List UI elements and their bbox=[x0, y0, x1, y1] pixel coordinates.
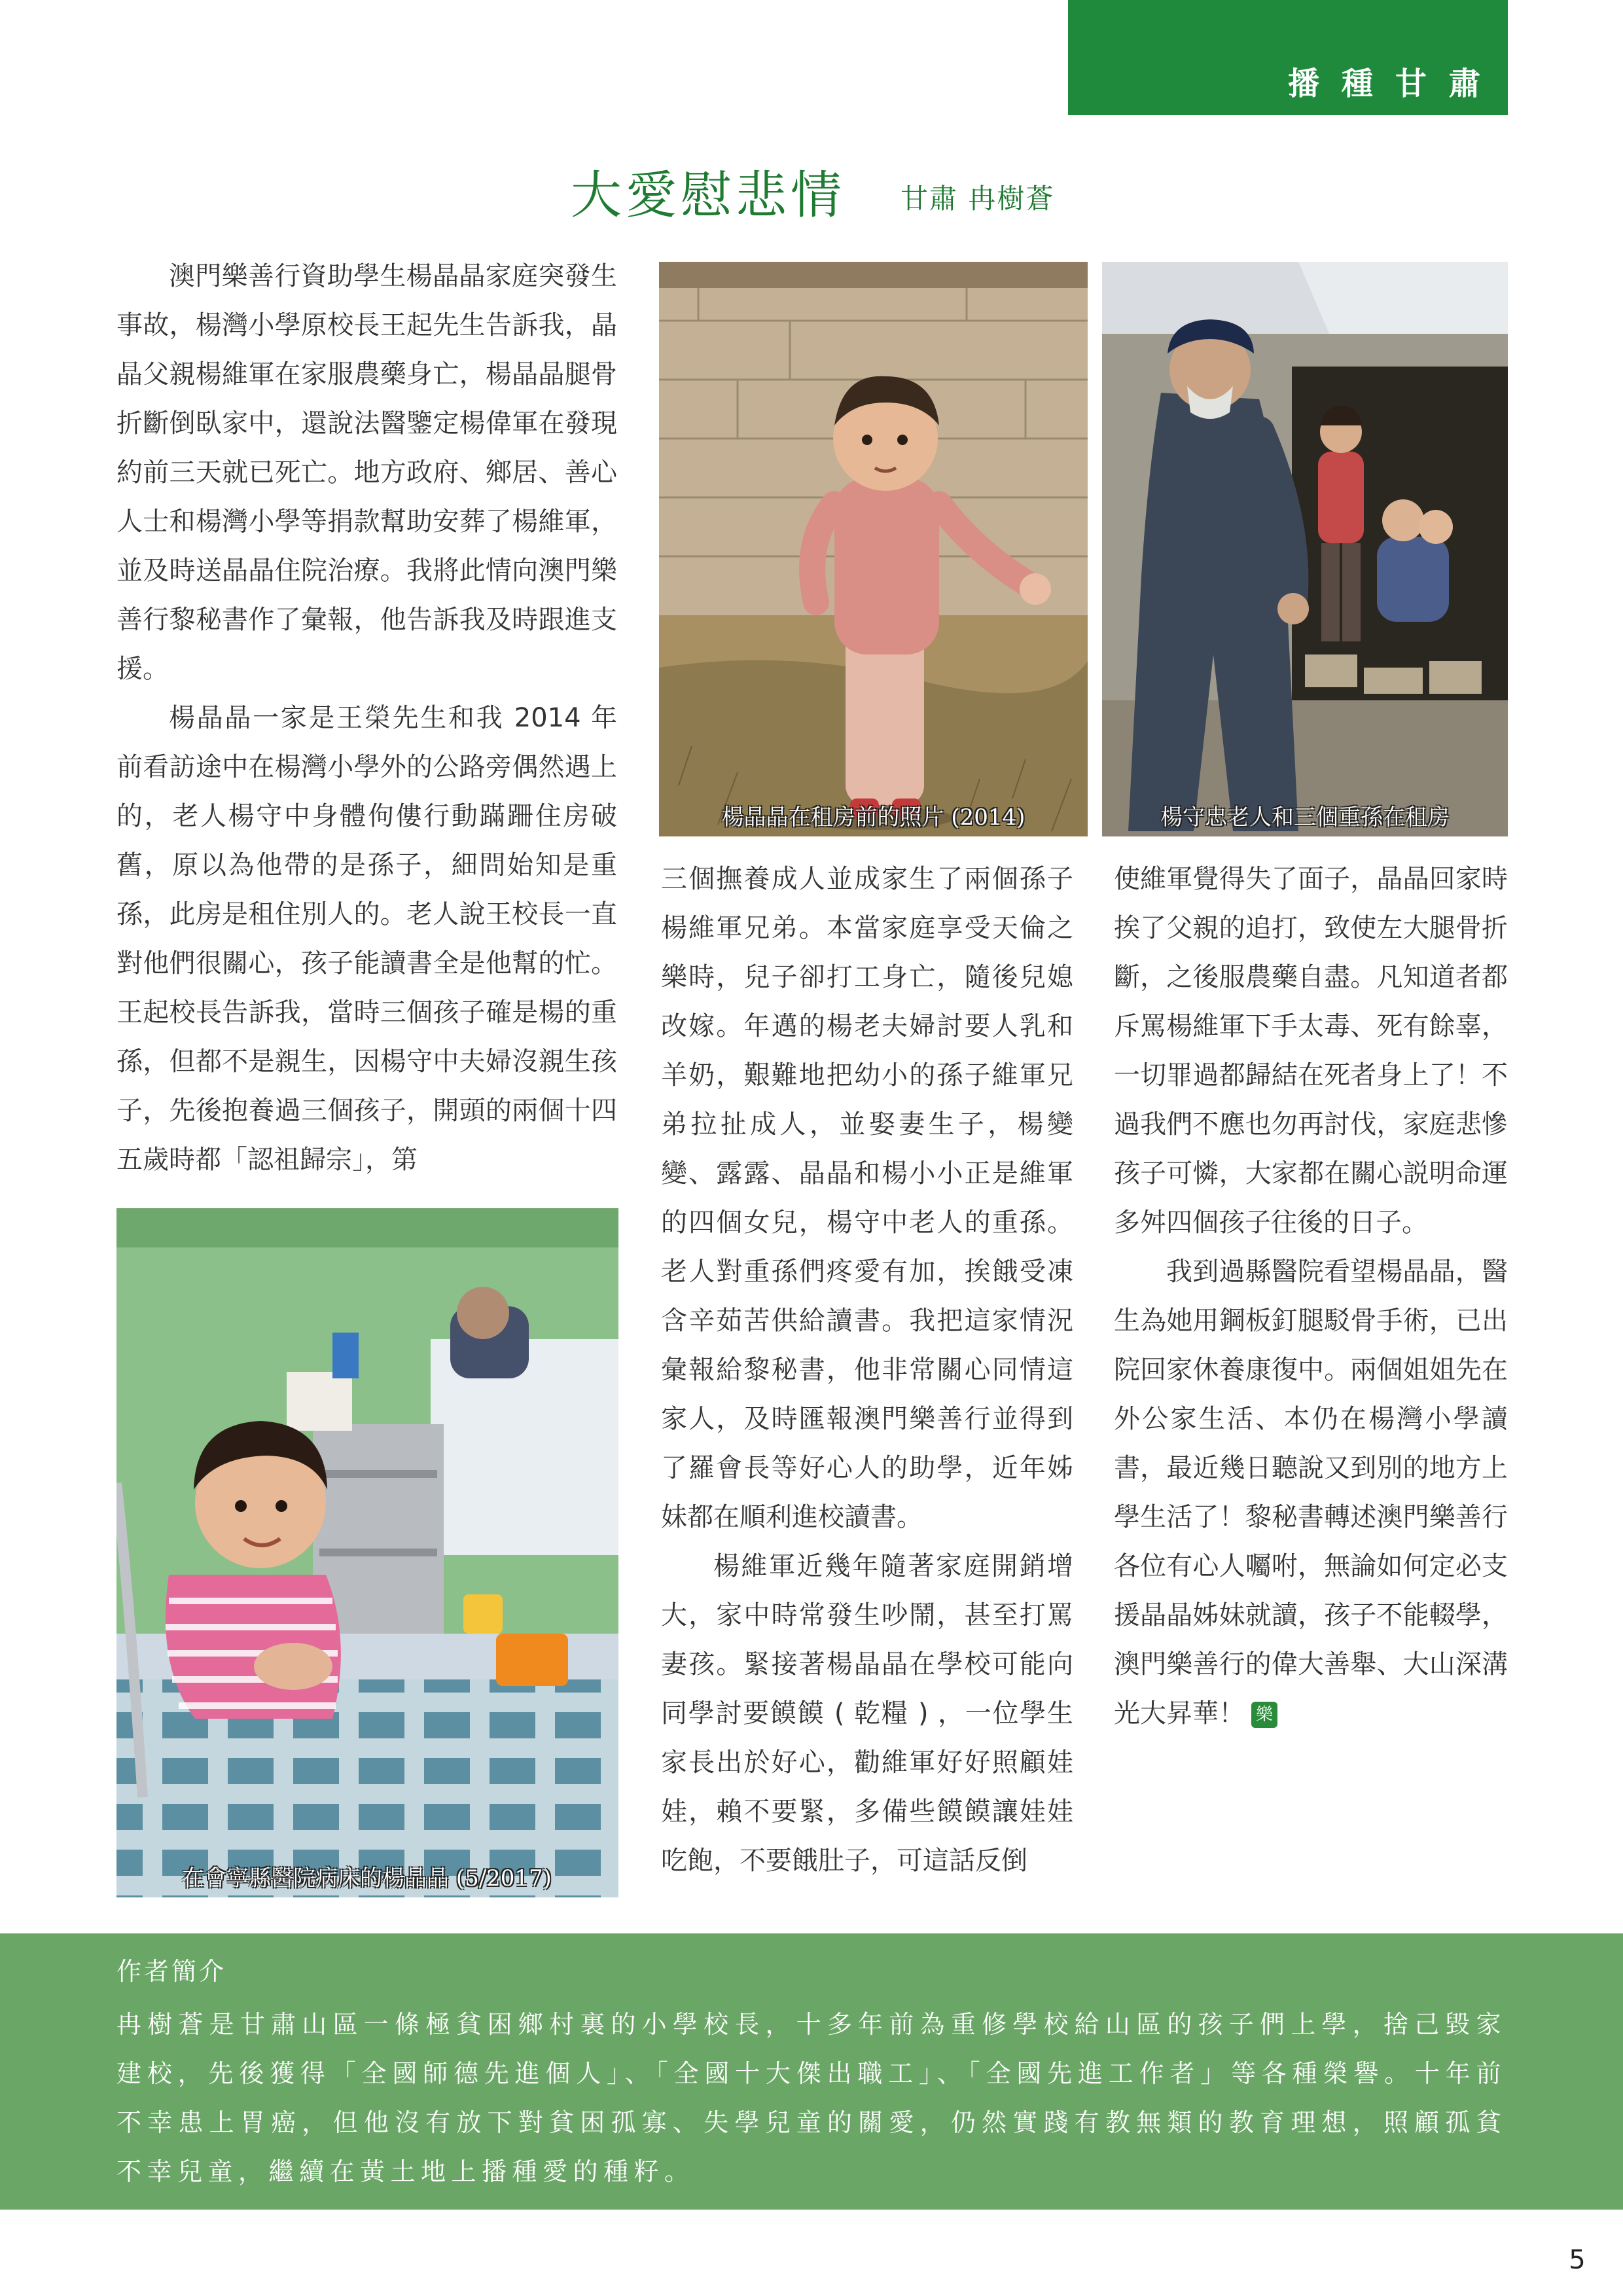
paragraph: 三個撫養成人並成家生了兩個孫子楊維軍兄弟。本當家庭享受天倫之樂時，兒子卻打工身亡，隨後兒媳改嫁。年邁的楊老夫婦討要人乳和羊奶，艱難地把幼小的孫子維軍兄弟拉扯成人，並娶妻生子，楊變變、露露、晶晶和楊小小正是維軍的四個女兒，楊守中老人的重孫。老人對重孫們疼愛有加，挨餓受凍含辛茹苦供給讀書。我把這家情況彙報給黎秘書，他非常關心同情這家人，及時匯報澳門樂善行並得到了羅會長等好心人的助學，近年姊妹都在順利進校讀書。 bbox=[661, 864, 1073, 1532]
photo-child-outside-house bbox=[659, 262, 1088, 836]
photo-caption: 楊守忠老人和三個重孫在租房 bbox=[1160, 804, 1450, 831]
photo-illustration bbox=[659, 262, 1088, 836]
paragraph: 澳門樂善行資助學生楊晶晶家庭突發生事故，楊灣小學原校長王起先生告訴我，晶晶父親楊維軍在家服農藥身亡，楊晶晶腿骨折斷倒臥家中，還說法醫鑒定楊偉軍在發現約前三天就已死亡。地方政府、鄉居、善心人士和楊灣小學等捐款幫助安葬了楊維軍，並及時送晶晶住院治療。我將此情向澳門樂善行黎秘書作了彙報，他告訴我及時跟進支援。 bbox=[116, 261, 617, 684]
paragraph: 楊維軍近幾年隨著家庭開銷增大，家中時常發生吵鬧，甚至打罵妻孩。緊接著楊晶晶在學校可能向同學討要饃饃 ( 乾糧 ) ，一位學生家長出於好心，勸維軍好好照顧娃娃，賴不要緊，多備些饃饃讓娃娃吃飽，不要餓肚子，可這話反倒 bbox=[661, 1551, 1073, 1876]
section-tab bbox=[1068, 0, 1508, 115]
paragraph-text: 我到過縣醫院看望楊晶晶，醫生為她用鋼板釘腿駁骨手術，已出院回家休養康復中。兩個姐姐先在外公家生活、本仍在楊灣小學讀書，最近幾日聽說又到別的地方上學生活了！黎秘書轉述澳門樂善行各位有心人囑咐，無論如何定必支援晶晶姊妹就讀，孩子不能輟學，澳門樂善行的偉大善舉、大山深溝光大昇華！ bbox=[1114, 1257, 1508, 1729]
paragraph: 使維軍覺得失了面子，晶晶回家時挨了父親的追打，致使左大腿骨折斷，之後服農藥自盡。凡知道者都斥罵楊維軍下手太毒、死有餘辜，一切罪過都歸結在死者身上了！不過我們不應也勿再討伐，家庭悲慘孩子可憐，大家都在關心説明命運多舛四個孩子往後的日子。 bbox=[1114, 864, 1508, 1238]
author-bio bbox=[0, 1933, 1623, 2210]
author-bio-text: 冉樹蒼是甘肅山區一條極貧困鄉村裏的小學校長，十多年前為重修學校給山區的孩子們上學，捨己毀家建校，先後獲得「全國師德先進個人」、「全國十大傑出職工」、「全國先進工作者」等各種榮譽。十年前不幸患上胃癌，但他沒有放下對貧困孤寡、失學兒童的關愛，仍然實踐有教無類的教育理想，照顧孤貧不幸兒童，繼續在黃土地上播種愛的種籽。 bbox=[116, 2010, 1507, 2186]
end-mark-icon: 樂 bbox=[1251, 1702, 1277, 1728]
article-column-2 bbox=[661, 855, 1073, 1886]
section-tab-label: 播種甘肅 bbox=[1287, 65, 1503, 102]
photo-elder-with-grandchildren bbox=[1102, 262, 1508, 836]
page-number: 5 bbox=[1569, 2245, 1586, 2275]
article-author: 甘肅 冉樹蒼 bbox=[901, 183, 1055, 215]
paragraph-final bbox=[1114, 1247, 1508, 1738]
author-bio-heading: 作者簡介 bbox=[116, 1957, 227, 1986]
photo-illustration bbox=[1102, 262, 1508, 836]
article-header bbox=[571, 152, 1356, 230]
photo-illustration bbox=[116, 1208, 618, 1897]
photo-caption: 楊晶晶在租房前的照片 (2014) bbox=[721, 804, 1026, 831]
photo-caption: 在會寧縣醫院病床的楊晶晶 (5/2017) bbox=[182, 1865, 552, 1892]
article-title: 大愛慰悲情 bbox=[571, 166, 846, 225]
paragraph: 楊晶晶一家是王榮先生和我 2014 年前看訪途中在楊灣小學外的公路旁偶然遇上的，老人楊守中身體佝僂行動蹣跚住房破舊，原以為他帶的是孫子，細問始知是重孫，此房是租住別人的。老人說王校長一直對他們很關心，孩子能讀書全是他幫的忙。王起校長告訴我，當時三個孩子確是楊的重孫，但都不是親生，因楊守中夫婦沒親生孩子，先後抱養過三個孩子，開頭的兩個十四五歲時都「認祖歸宗」，第 bbox=[116, 703, 617, 1175]
photo-child-in-hospital bbox=[116, 1208, 618, 1897]
article-column-1 bbox=[116, 252, 617, 1185]
article-column-3 bbox=[1114, 855, 1508, 1738]
